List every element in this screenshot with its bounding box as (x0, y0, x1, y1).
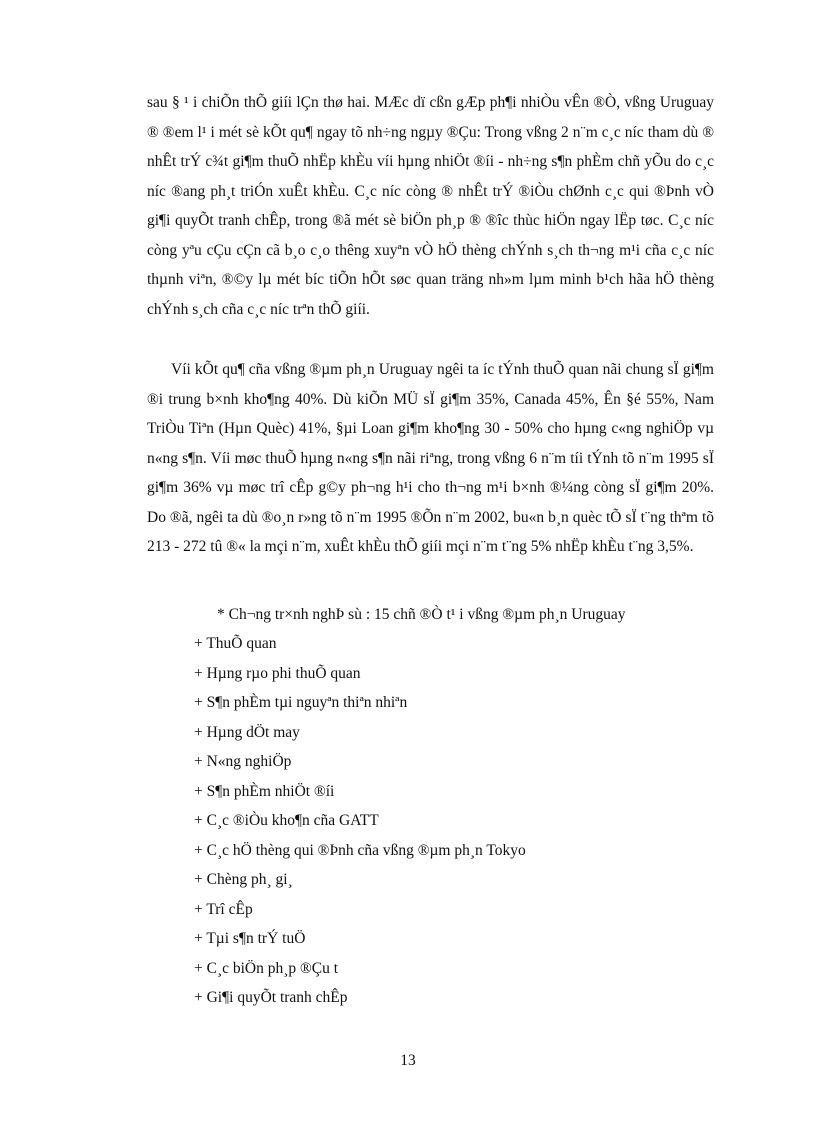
agenda-item-textiles: + Hµng dÖt may (194, 723, 300, 741)
agenda-item-agriculture: + N«ng nghiÖp (194, 753, 292, 770)
agenda-item-gatt-articles: + C¸c ®iÒu kho¶n cña GATT (194, 812, 379, 829)
agenda-item-anti-dumping: + Chèng ph¸ gi¸ (194, 871, 293, 888)
agenda-item-subsidies: + Trî cÊp (194, 900, 253, 918)
agenda-item-tropical-products: + S¶n phÈm nhiÖt ®íi (194, 782, 335, 800)
agenda-item-investment-measures: + C¸c biÖn ph¸p ®Çu t (194, 959, 339, 977)
page-number: 13 (400, 1052, 416, 1069)
agenda-item-natural-resource-products: + S¶n phÈm tµi nguyªn thiªn nhiªn (194, 694, 408, 711)
agenda-item-tokyo-round-codes: + C¸c hÖ thèng qui ®Þnh cña vßng ®µm ph¸n Tokyo (194, 841, 526, 859)
agenda-list (194, 629, 714, 1013)
agenda-item-intellectual-property: + Tµi s¶n trÝ tuÖ (194, 930, 306, 947)
agenda-item-dispute-settlement: + Gi¶i quyÕt tranh chÊp (194, 989, 348, 1006)
body-paragraph-2: Víi kÕt qu¶ cña vßng ®µm ph¸n Uruguay ngêi ta íc tÝnh thuÕ quan nãi chung sÏ gi¶m ®i trung b×nh kho¶ng 40%. Dù kiÕn MÜ sÏ gi¶m 35%, Canada 45%, Ên §é 55%, Nam TriÒu Tiªn (Hµn Quèc) 41%, §µi Loan gi¶m kho¶ng 30 - 50% cho hµng c«ng nghiÖp vµ n«ng s¶n. Víi møc thuÕ hµng n«ng s¶n nãi riªng, trong vßng 6 n¨m tíi tÝnh tõ n¨m 1995 sÏ gi¶m 36% vµ møc trî cÊp g©y ph¬ng h¹i cho th¬ng m¹i b×nh ®¼ng còng sÏ gi¶m 20%. Do ®ã, ngêi ta dù ®o¸n r»ng tõ n¨m 1995 ®Õn n¨m 2002, bu«n b¸n quèc tÕ sÏ t¨ng thªm tõ 213 - 272 tû ®« la mçi n¨m, xuÊt khÈu thÕ giíi mçi n¨m t¨ng 5% nhËp khÈu t¨ng 3,5%. (147, 361, 714, 555)
agenda-item-tariffs: + ThuÕ quan (194, 635, 277, 652)
body-paragraph-1: sau § ¹ i chiÕn thÕ giíi lÇn thø hai. MÆc dï cßn gÆp ph¶i nhiÒu vÊn ®Ò, vßng Uruguay ® ®em l¹ i mét sè kÕt qu¶ ngay tõ nh÷ng ngµy ®Çu: Trong vßng 2 n¨m c¸c níc tham dù ® nhÊt trÝ c¾t gi¶m thuÕ nhËp khÈu víi hµng nhiÖt ®íi - nh÷ng s¶n phÈm chñ yÕu do c¸c níc ®ang ph¸t triÓn xuÊt khÈu. C¸c níc còng ® nhÊt trÝ ®iÒu chØnh c¸c qui ®Þnh vÒ gi¶i quyÕt tranh chÊp, trong ®ã mét sè biÖn ph¸p ® ®îc thùc hiÖn ngay lËp tøc. C¸c níc còng yªu cÇu cÇn cã b¸o c¸o thêng xuyªn vÒ hÖ thèng chÝnh s¸ch th¬ng m¹i cña c¸c níc thµnh viªn, ®©y lµ mét bíc tiÕn hÕt søc quan träng nh»m lµm minh b¹ch hãa hÖ thèng chÝnh s¸ch cña c¸c níc trªn thÕ giíi. (147, 94, 714, 318)
agenda-heading: * Ch¬ng tr×nh nghÞ sù : 15 chñ ®Ò t¹ i vßng ®µm ph¸n Uruguay (217, 606, 626, 623)
agenda-item-non-tariff-barriers: + Hµng rµo phi thuÕ quan (194, 664, 361, 682)
